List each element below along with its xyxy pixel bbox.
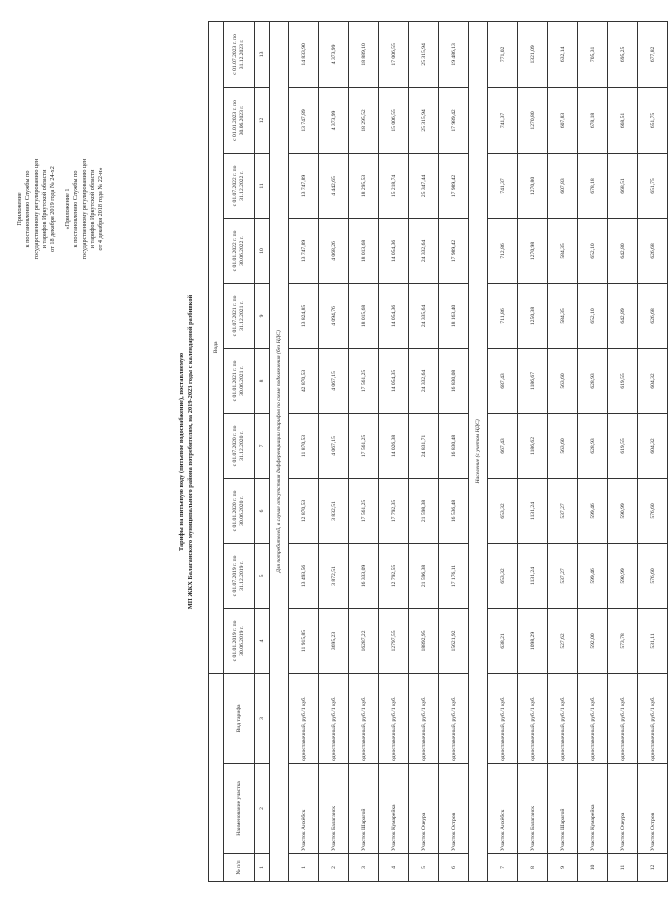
tariff-value: 18 163,40 [439, 283, 469, 348]
tariff-value: 24 332,64 [409, 348, 439, 413]
tariff-value: 24 831,71 [409, 413, 439, 478]
row-number: 8 [518, 854, 548, 882]
table-row [379, 21, 409, 881]
column-number: 9 [255, 283, 270, 348]
site-name: Участок Шарагой [349, 764, 379, 854]
tariff-value: 1131,24 [518, 543, 548, 608]
row-number: 7 [488, 854, 518, 882]
tariff-value: 642,89 [608, 283, 638, 348]
tariff-value: 14 054,36 [379, 283, 409, 348]
tariff-value: 16 333,09 [349, 543, 379, 608]
tariff-kind: одноставочный, руб./1 куб. [439, 673, 469, 763]
tariff-value: 18 295,53 [349, 153, 379, 218]
tariff-value: 14 833,90 [289, 21, 319, 87]
tariff-value: 13 747,89 [289, 218, 319, 283]
tariff-value: 1098,29 [518, 608, 548, 673]
tariff-value: 1270,80 [518, 153, 548, 218]
tariff-value: 741,37 [488, 153, 518, 218]
tariff-value: 4 068,26 [319, 218, 349, 283]
column-header: с 01.07.2023 г. по 31.12.2023 г. [224, 21, 255, 87]
tariff-value: 18 013,68 [349, 218, 379, 283]
tariff-value: 1186,62 [518, 413, 548, 478]
tariff-kind: одноставочный, руб./1 куб. [488, 673, 518, 763]
tariff-value: 25 315,94 [409, 21, 439, 87]
tariff-value: 18 889,10 [349, 21, 379, 87]
tariff-value: 24 335,64 [409, 283, 439, 348]
tariff-value: 16 830,48 [439, 413, 469, 478]
tariff-value: 711,86 [488, 283, 518, 348]
tariff-value: 11 870,53 [289, 413, 319, 478]
title-line-2: МП ЖКХ Балаганского муниципального района потребителям, на 2019-2023 годы с календарной разбивкой [186, 294, 194, 610]
header-group-voda: Вода [209, 21, 224, 673]
column-header: с 01.01.2019 г. по 30.06.2019 г. [224, 608, 255, 673]
column-header: с 01.07.2020 г. по 31.12.2020 г. [224, 413, 255, 478]
tariff-value: 12 792,55 [379, 543, 409, 608]
tariff-kind: одноставочный, руб./1 куб. [289, 673, 319, 763]
column-number: 10 [255, 218, 270, 283]
tariff-value: 1186,67 [518, 348, 548, 413]
tariff-value: 687,43 [488, 348, 518, 413]
tariff-kind: одноставочный, руб./1 куб. [548, 673, 578, 763]
tariff-value: 563,60 [548, 413, 578, 478]
table-row [349, 21, 379, 881]
tariff-value: 653,32 [488, 478, 518, 543]
tariff-value: 21 598,38 [409, 478, 439, 543]
tariff-value: 638,21 [488, 608, 518, 673]
table-row [578, 21, 608, 881]
tariff-value: 13 747,89 [289, 153, 319, 218]
table-row [638, 21, 668, 881]
column-header: Наименование участка [224, 764, 255, 854]
annex-bottom [64, 104, 106, 314]
annex-line: Приложение [16, 192, 23, 226]
tariff-value: 17 176,11 [439, 543, 469, 608]
column-number: 3 [255, 673, 270, 763]
tariff-value: 607,83 [548, 153, 578, 218]
site-name: Участок Очеура [409, 764, 439, 854]
column-number: 11 [255, 153, 270, 218]
column-number: 1 [255, 854, 270, 882]
table-row [488, 21, 518, 881]
row-number: 12 [638, 854, 668, 882]
tariff-value: 668,51 [608, 87, 638, 153]
column-header: с 01.01.2023 г. по 30.06.2023 г. [224, 87, 255, 153]
table-row [409, 21, 439, 881]
tariff-value: 1250,38 [518, 283, 548, 348]
tariff-value: 652,10 [578, 218, 608, 283]
annex-line: от 18 декабря 2019 года № 24-х2 [49, 166, 57, 252]
section-label: Для потребителей, в случае отсутствия дифференциации тарифов по схеме подключения (без НДС) [270, 21, 289, 881]
column-header: с 01.07.2021 г. по 31.12.2021 г. [224, 283, 255, 348]
tariff-value: 25 347,44 [409, 153, 439, 218]
tariff-value: 12 870,53 [289, 478, 319, 543]
tariff-value: 3 872,51 [319, 543, 349, 608]
tariff-value: 17 561,25 [349, 413, 379, 478]
tariff-kind: одноставочный, руб./1 куб. [578, 673, 608, 763]
tariff-value: 604,32 [638, 413, 668, 478]
row-number: 11 [608, 854, 638, 882]
tariff-value: 17 989,42 [439, 153, 469, 218]
tariff-value: 628,93 [578, 348, 608, 413]
header-spacer [209, 673, 224, 881]
tariff-value: 18 015,68 [349, 283, 379, 348]
tariff-value: 537,27 [548, 478, 578, 543]
site-name: Участок Шарагой [548, 764, 578, 854]
tariff-value: 592,00 [578, 608, 608, 673]
section-row [270, 21, 289, 881]
tariff-value: 42 870,53 [289, 348, 319, 413]
site-name: Участок Анхёбск [488, 764, 518, 854]
tariff-value: 705,31 [578, 21, 608, 87]
tariff-value: 17 006,55 [379, 21, 409, 87]
tariff-value: 668,51 [608, 153, 638, 218]
tariff-value: 576,60 [638, 543, 668, 608]
row-number: 10 [578, 854, 608, 882]
site-name: Участок Остров [638, 764, 668, 854]
tariff-value: 584,35 [548, 283, 578, 348]
column-header: с 01.01.2022 г. по 30.06.2022 г. [224, 218, 255, 283]
table-row [319, 21, 349, 881]
table-row [548, 21, 578, 881]
site-name: Участок Балаганск [319, 764, 349, 854]
title-line-1: Тарифы на питьевую воду (питьевое водоснабжение), поставляемую [178, 352, 185, 552]
row-number: 6 [439, 854, 469, 882]
tariff-value: 14 026,38 [379, 413, 409, 478]
row-number: 5 [409, 854, 439, 882]
tariff-value: 14 054,35 [379, 348, 409, 413]
tariff-value: 590,99 [608, 478, 638, 543]
tariff-value: 17 989,42 [439, 218, 469, 283]
column-header: № п/п [224, 854, 255, 882]
tariff-value: 1270,98 [518, 218, 548, 283]
annex-line: государственному регулированию цен [80, 158, 88, 260]
tariff-value: 695,25 [608, 21, 638, 87]
tariff-value: 13 824,85 [289, 283, 319, 348]
tariff-value: 678,18 [578, 153, 608, 218]
annex-line: от 4 декабря 2018 года № 22-н» [97, 167, 105, 251]
tariff-kind: одноставочный, руб./1 куб. [518, 673, 548, 763]
column-number: 8 [255, 348, 270, 413]
annex-line: к постановлению Службы по [24, 170, 32, 248]
column-number: 12 [255, 87, 270, 153]
annex-header [16, 104, 112, 314]
tariff-value: 604,32 [638, 348, 668, 413]
tariff-value: 16 830,08 [439, 348, 469, 413]
annex-line: «Приложение 1 [63, 188, 71, 230]
tariff-value: 4 373,99 [319, 87, 349, 153]
document-page [10, 12, 656, 892]
site-name: Участок Анхёбск [289, 764, 319, 854]
tariff-value: 677,82 [638, 21, 668, 87]
tariff-value: 652,10 [578, 283, 608, 348]
tariff-value: 17 792,35 [379, 478, 409, 543]
tariff-value: 4 094,76 [319, 283, 349, 348]
tariff-value: 24 332,64 [409, 218, 439, 283]
row-number: 1 [289, 854, 319, 882]
section-row [469, 21, 488, 881]
tariff-value: 15 218,74 [379, 153, 409, 218]
column-number: 2 [255, 764, 270, 854]
table-row [289, 21, 319, 881]
tariff-value: 576,60 [638, 478, 668, 543]
column-header: с 01.07.2022 г. по 31.12.2022 г. [224, 153, 255, 218]
tariff-value: 667,43 [488, 413, 518, 478]
tariff-value: 13 493,56 [289, 543, 319, 608]
tariff-value: 12797,55 [379, 608, 409, 673]
tariff-value: 15621,92 [439, 608, 469, 673]
tariff-value: 741,37 [488, 87, 518, 153]
site-name: Участок Остров [439, 764, 469, 854]
tariff-kind: одноставочный, руб./1 куб. [349, 673, 379, 763]
tariff-value: 1270,80 [518, 87, 548, 153]
section-label: Население (с учетом НДС) [469, 21, 488, 881]
tariff-value: 632,14 [548, 21, 578, 87]
table-row [608, 21, 638, 881]
tariff-value: 18892,95 [409, 608, 439, 673]
tariff-value: 16287,22 [349, 608, 379, 673]
tariff-value: 4 442,65 [319, 153, 349, 218]
tariff-value: 17 561,25 [349, 348, 379, 413]
table-row [518, 21, 548, 881]
tariff-value: 21 596,38 [409, 543, 439, 608]
tariff-value: 590,99 [608, 543, 638, 608]
row-number: 3 [349, 854, 379, 882]
tariff-kind: одноставочный, руб./1 куб. [409, 673, 439, 763]
tariff-value: 712,86 [488, 218, 518, 283]
column-header: с 01.01.2021 г. по 30.06.2021 г. [224, 348, 255, 413]
column-header: с 01.07.2019 г. по 31.12.2019 г. [224, 543, 255, 608]
tariff-kind: одноставочный, руб./1 куб. [608, 673, 638, 763]
tariff-value: 4 373,99 [319, 21, 349, 87]
tariff-value: 13 747,89 [289, 87, 319, 153]
column-number: 7 [255, 413, 270, 478]
tariff-value: 14 054,36 [379, 218, 409, 283]
tariff-value: 4 067,15 [319, 413, 349, 478]
site-name: Участок Кумарейка [379, 764, 409, 854]
site-name: Участок Очеура [608, 764, 638, 854]
annex-line: и тарифов Иркутской области [88, 169, 96, 249]
tariff-value: 642,80 [608, 218, 638, 283]
tariff-value: 3 832,51 [319, 478, 349, 543]
tariff-value: 651,75 [638, 87, 668, 153]
tariff-value: 653,32 [488, 543, 518, 608]
tariff-value: 531,11 [638, 608, 668, 673]
annex-line: к постановлению Службы по [72, 170, 80, 248]
tariff-kind: одноставочный, руб./1 куб. [638, 673, 668, 763]
row-number: 4 [379, 854, 409, 882]
tariff-value: 11 915,85 [289, 608, 319, 673]
column-number: 5 [255, 543, 270, 608]
tariff-value: 584,35 [548, 218, 578, 283]
tariff-value: 4 067,15 [319, 348, 349, 413]
column-header: Вид тарифа [224, 673, 255, 763]
tariff-value: 16 536,48 [439, 478, 469, 543]
annex-line: и тарифов Иркутской области [41, 169, 49, 249]
column-number: 13 [255, 21, 270, 87]
column-number: 4 [255, 608, 270, 673]
tariff-value: 18 295,52 [349, 87, 379, 153]
tariff-value: 573,78 [608, 608, 638, 673]
tariff-value: 628,93 [578, 413, 608, 478]
tariff-value: 678,18 [578, 87, 608, 153]
tariff-value: 619,55 [608, 413, 638, 478]
document-title [178, 12, 195, 892]
tariff-value: 17 561,25 [349, 478, 379, 543]
column-header: с 01.01.2020 г. по 30.06.2020 г. [224, 478, 255, 543]
tariff-value: 619,55 [608, 348, 638, 413]
tariff-value: 599,46 [578, 543, 608, 608]
tariff-kind: одноставочный, руб./1 куб. [319, 673, 349, 763]
tariff-value: 563,60 [548, 348, 578, 413]
row-number: 9 [548, 854, 578, 882]
tariff-value: 15 006,55 [379, 87, 409, 153]
tariff-value: 651,75 [638, 153, 668, 218]
annex-top [16, 104, 58, 314]
tariff-value: 19 486,13 [439, 21, 469, 87]
tariff-value: 626,68 [638, 218, 668, 283]
site-name: Участок Кумарейка [578, 764, 608, 854]
row-number: 2 [319, 854, 349, 882]
column-number: 6 [255, 478, 270, 543]
tariff-value: 771,02 [488, 21, 518, 87]
tariff-value: 17 989,42 [439, 87, 469, 153]
tariff-table [208, 21, 668, 882]
tariff-value: 1321,09 [518, 21, 548, 87]
tariff-kind: одноставочный, руб./1 куб. [379, 673, 409, 763]
tariff-value: 1131,24 [518, 478, 548, 543]
table-row [439, 21, 469, 881]
tariff-value: 527,62 [548, 608, 578, 673]
tariff-value: 607,83 [548, 87, 578, 153]
tariff-value: 537,27 [548, 543, 578, 608]
tariff-value: 3695,23 [319, 608, 349, 673]
annex-line: государственному регулированию цен [32, 158, 40, 260]
tariff-value: 25 315,94 [409, 87, 439, 153]
site-name: Участок Балаганск [518, 764, 548, 854]
tariff-value: 599,46 [578, 478, 608, 543]
tariff-value: 626,68 [638, 283, 668, 348]
